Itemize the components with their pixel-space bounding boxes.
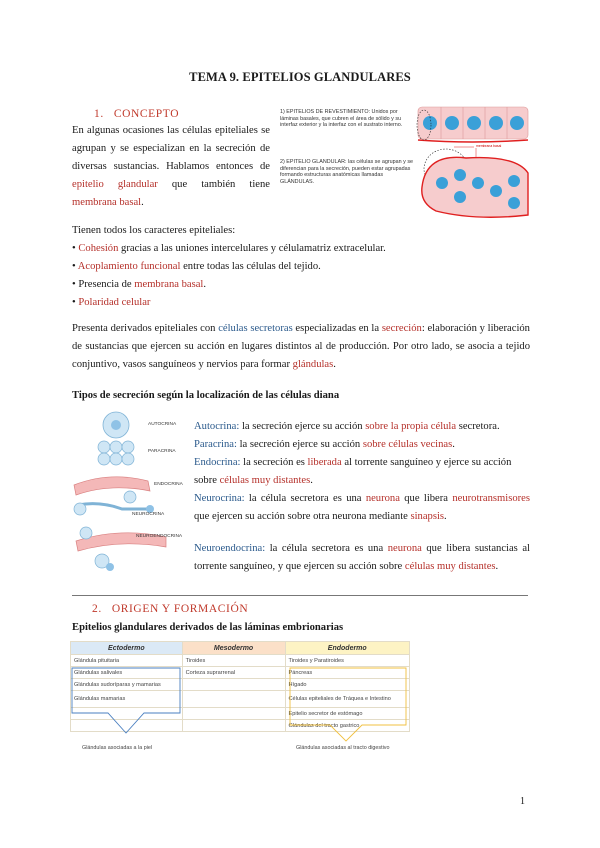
table-cell: Páncreas [285,667,410,679]
embryonic-layers-table-wrap [70,641,410,751]
tipo-neurocrina-neurona: neurona [365,493,400,504]
tipo-neurocrina-sinapsis: sinapsis [410,511,445,522]
arrow-label-digestivo: Glándulas asociadas al tracto digestivo [296,745,390,751]
section-2-heading [92,603,248,615]
section-2-number: 2. [92,603,102,615]
tipo-endocrina-text-3: al torrente sanguíneo y ejerce su acción sobre [194,457,512,486]
col-ectodermo: Ectodermo [71,642,183,655]
table-cell: Corteza suprarrenal [182,667,285,679]
arrow-label-piel: Glándulas asociadas a la piel [82,745,153,751]
tipo-endocrina-distantes: células muy distantes [219,475,311,486]
derivados-paragraph [72,320,530,374]
intro-membrana-basal: membrana basal [72,197,142,208]
section-1-heading [94,108,179,120]
list-item: • Polaridad celular [72,297,151,308]
tipo-neuroendocrina [194,540,530,576]
svg-text:membrana basal: membrana basal [476,144,502,148]
item-cohesion: Cohesión [78,243,119,254]
tipo-neuroendocrina-neurona: neurona [387,543,422,554]
list-item: • Cohesión gracias a las uniones intercelulares y célulamatriz extracelular. [72,243,386,254]
section-divider [72,595,528,596]
derivados-text-7: . [333,359,336,370]
figure-label-revestimiento: 1) EPITELIOS DE REVESTIMIENTO: Unidos por láminas basales, que cubren el área de sólido y su interfaz exterior y la interfaz con el sustrato interno. [280,109,403,129]
tipo-neurocrina [194,490,530,526]
tipo-autocrina-text-1: la secreción ejerce su acción [239,421,366,432]
tipo-paracrina-name: Paracrina: [194,439,237,450]
tipo-autocrina-name: Autocrina: [194,421,240,432]
tipo-paracrina-text-1: la secreción ejerce su acción [236,439,363,450]
tipo-neurocrina-text-7: . [444,511,447,522]
tipo-autocrina-text-3: secretora. [456,421,500,432]
item-cohesion-text: gracias a las uniones intercelulares y célulamatriz extracelular. [118,243,386,254]
list-item: • Presencia de membrana basal. [72,279,207,290]
tipo-neuroendocrina-text-1: la célula secretora es una [265,543,388,554]
epithelium-illustration [416,103,530,221]
tipo-endocrina [194,454,530,490]
diagram-label-neurocrina: NEUROCRINA [132,512,165,517]
table-cell: Glándulas mamarias [71,691,183,708]
tipo-paracrina-text-3: . [452,439,455,450]
intro-paragraph [72,122,270,212]
tipo-neurocrina-name: Neurocrina: [194,493,245,504]
derivados-celulas-secretoras: células secretoras [218,323,293,334]
tipo-neurocrina-text-5: que ejercen su acción sobre otra neurona mediante [194,511,411,522]
derivados-glandulas: glándulas [292,359,334,370]
table-cell: Células epiteliales de Tráquea e Intestino [285,691,410,708]
section-1-number: 1. [94,108,104,120]
intro-text-3: que también tiene [157,179,270,190]
tipo-endocrina-name: Endocrina: [194,457,241,468]
table-cell: Glándula pituitaria [71,655,183,667]
item-acoplamiento: Acoplamiento funcional [77,261,181,272]
tipo-autocrina-highlight: sobre la propia célula [365,421,457,432]
table-cell: Tiroides y Paratiroides [285,655,410,667]
tipo-endocrina-text-5: . [310,475,313,486]
table-cell: Glándulas del tracto gastrico [285,720,410,732]
col-endodermo: Endodermo [285,642,410,655]
tipo-neurocrina-neurotransmisores: neurotransmisores [452,493,530,504]
item-acoplamiento-text: entre todas las células del tejido. [180,261,321,272]
table-grouping-arrows [70,641,410,745]
table-cell: Tiroides [182,655,285,667]
tipo-neuroendocrina-name: Neuroendocrina: [194,543,266,554]
tipo-autocrina [194,418,530,436]
table-cell: Glándulas sudoríparas y mamarias [71,679,183,691]
diagram-label-neuroendocrina: NEUROENDOCRINA [136,534,183,539]
secretion-diagram-svg [70,409,190,574]
epitelios-heading: Epitelios glandulares derivados de las láminas embrionarias [72,622,344,633]
tipo-endocrina-text-1: la secreción es [240,457,308,468]
tipo-paracrina-highlight: sobre células vecinas [362,439,453,450]
figure-label-glandular: 2) EPITELIO GLANDULAR: las células se agrupan y se diferencian para la secreción, pueden estar agrupadas formando estructuras anatómicas llamadas GLÁNDULAS. [280,159,414,185]
secretion-types-diagram [70,409,190,574]
caracteres-list [72,240,512,312]
intro-text-1: En algunas ocasiones las células epiteliales se agrupan y se especializan en la secreción de diversas sustancias. Hablamos entonces de [72,125,270,172]
tipo-neurocrina-text-3: que libera [399,493,453,504]
item-membrana-text: . [203,279,207,290]
tipo-neurocrina-text-1: la célula secretora es una [244,493,366,504]
list-item: • Acoplamiento funcional entre todas las células del tejido. [72,261,321,272]
tipo-neuroendocrina-distantes: células muy distantes [404,561,496,572]
diagram-label-endocrina: ENDOCRINA [154,482,183,487]
derivados-text-1: Presenta derivados epiteliales con [72,323,219,334]
derivados-text-5: : elaboración y liberación de sustancias que ejercen su acción en lugares distintos al de producción. Por otro lado, se asocia a tejido conjuntivo, vasos sanguíneos y nervios para formar [72,323,530,370]
section-1-label: CONCEPTO [113,108,180,120]
intro-epitelio-glandular: epitelio glandular [72,179,158,190]
tipo-neuroendocrina-text-5: . [495,561,499,572]
item-polaridad: Polaridad celular [78,297,151,308]
page-number: 1 [520,796,525,807]
derivados-text-3: especializadas en la [292,323,382,334]
diagram-label-paracrina: PARACRINA [148,449,176,454]
page-title: TEMA 9. EPITELIOS GLANDULARES [189,70,411,84]
col-mesodermo: Mesodermo [182,642,285,655]
epithelium-figure [278,103,530,221]
item-presencia-pre: Presencia de [78,279,135,290]
caracteres-intro: Tienen todos los caracteres epiteliales: [72,225,236,236]
table-cell: Hígado [285,679,410,691]
section-2-label: ORIGEN Y FORMACIÓN [111,603,249,615]
diagram-label-autocrina: AUTOCRINA [148,422,177,427]
intro-text-5: . [141,197,144,208]
item-membrana: membrana basal [134,279,204,290]
tipo-neuroendocrina-text-3: que libera sustancias al torrente sanguíneo, y que ejercen su acción sobre [194,543,530,572]
tipos-heading: Tipos de secreción según la localización de las células diana [72,390,340,401]
tipo-paracrina [194,436,530,454]
table-cell: Epitelio secretor de estómago [285,708,410,720]
derivados-secrecion: secreción [381,323,422,334]
table-cell: Glándulas salivales [71,667,183,679]
tipo-endocrina-liberada: liberada [307,457,342,468]
